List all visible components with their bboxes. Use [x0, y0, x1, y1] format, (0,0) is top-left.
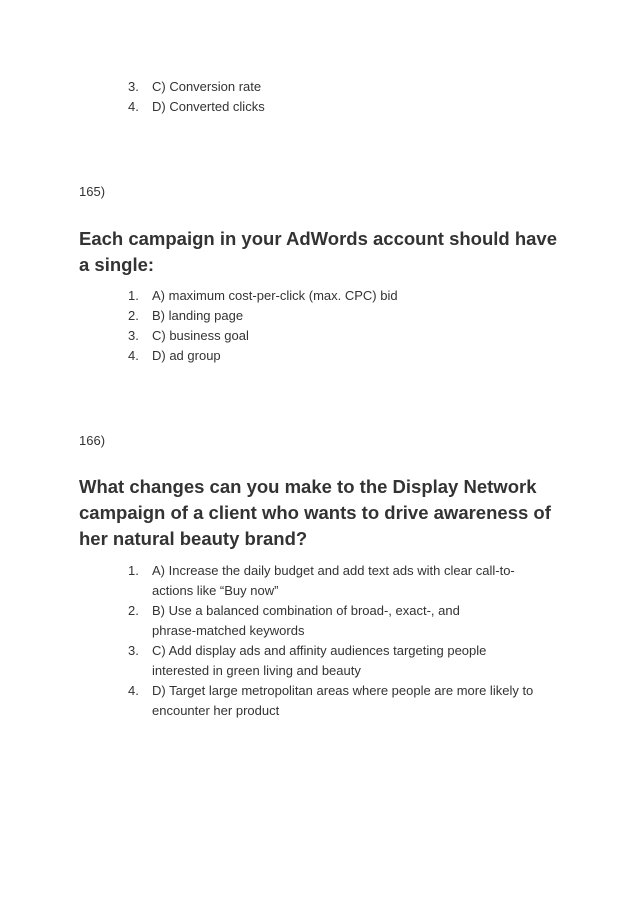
option-text: D) ad group	[152, 348, 221, 363]
option-text: C) Conversion rate	[152, 79, 262, 94]
list-item	[128, 306, 244, 326]
question-title: Each campaign in your AdWords account should have a single:	[79, 228, 558, 275]
list-item	[128, 561, 515, 598]
list-item	[128, 641, 487, 678]
option-text: C) Add display ads and affinity audiences targeting people interested in green living and beauty	[152, 643, 487, 678]
list-item	[128, 326, 249, 346]
item-number: 4.	[128, 99, 139, 114]
item-number: 3.	[128, 643, 139, 658]
item-number: 1.	[128, 288, 139, 303]
option-text: D) Converted clicks	[152, 99, 265, 114]
list-item	[128, 286, 398, 306]
list-item	[128, 601, 460, 638]
list-item	[128, 681, 534, 718]
list-item	[128, 77, 262, 97]
question-title: What changes can you make to the Display Network campaign of a client who wants to drive awareness of her natural beauty brand?	[79, 476, 551, 549]
list-item	[128, 346, 221, 366]
option-text: B) Use a balanced combination of broad-, exact-, and phrase-matched keywords	[152, 603, 460, 638]
item-number: 2.	[128, 308, 139, 323]
item-number: 3.	[128, 79, 139, 94]
option-text: A) Increase the daily budget and add text ads with clear call-to-actions like “Buy now”	[152, 563, 515, 598]
item-number: 2.	[128, 603, 139, 618]
item-number: 1.	[128, 563, 139, 578]
option-text: A) maximum cost-per-click (max. CPC) bid	[152, 288, 398, 303]
question-number: 166)	[79, 433, 106, 448]
option-text: B) landing page	[152, 308, 244, 323]
question-number: 165)	[79, 184, 106, 199]
item-number: 4.	[128, 683, 139, 698]
item-number: 4.	[128, 348, 139, 363]
option-text: D) Target large metropolitan areas where people are more likely to encounter her product	[152, 683, 534, 718]
item-number: 3.	[128, 328, 139, 343]
option-text: C) business goal	[152, 328, 249, 343]
list-item	[128, 97, 265, 117]
